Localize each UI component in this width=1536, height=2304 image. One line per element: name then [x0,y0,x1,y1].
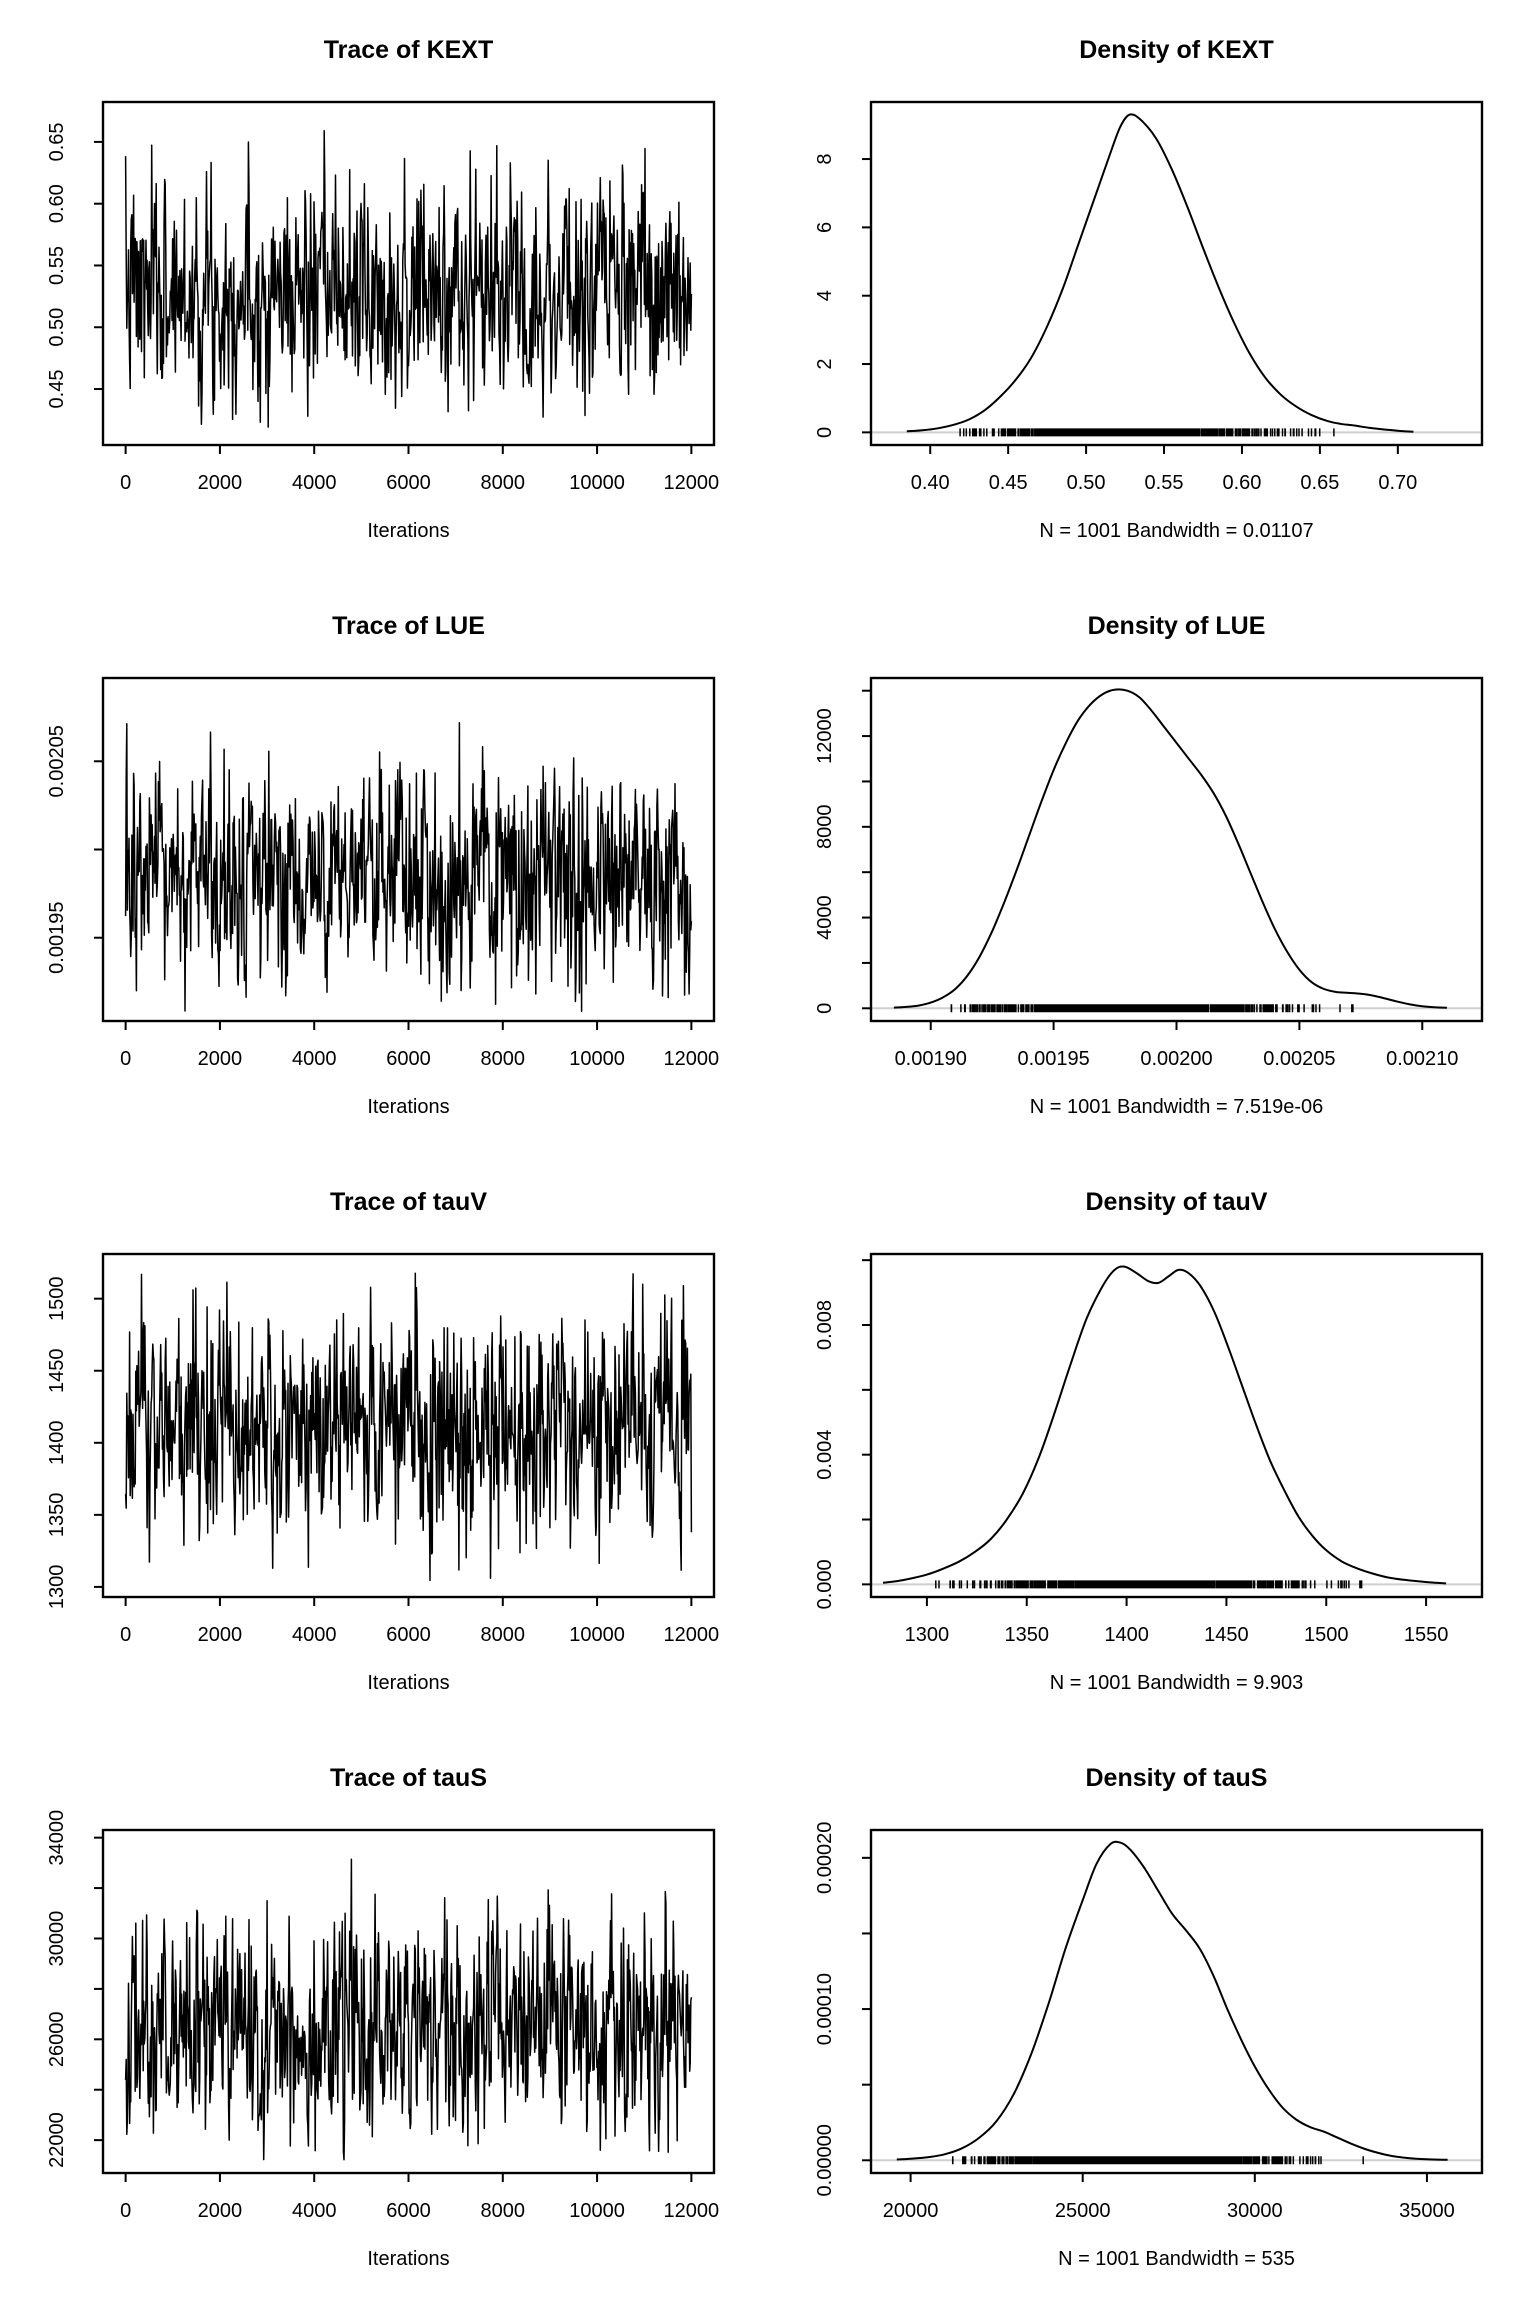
density-subtitle: N = 1001 Bandwidth = 7.519e-06 [1029,1096,1324,1118]
x-tick-label: 0 [120,1048,132,1070]
y-tick-label: 0.45 [46,369,68,409]
plot-title: Trace of tauV [330,1188,487,1216]
density-curve [894,689,1447,1007]
plot-title: Trace of tauS [330,1764,487,1792]
y-tick-label: 0.00205 [46,725,68,798]
y-tick-label: 4 [814,290,836,302]
x-tick-label: 2000 [197,1624,243,1646]
y-tick-label: 0.000 [814,1559,836,1610]
x-axis-label: Iterations [367,2248,450,2270]
x-tick-label: 12000 [663,472,720,494]
x-tick-label: 0.55 [1144,472,1184,494]
x-tick-label: 0.65 [1300,472,1340,494]
plot-title: Trace of KEXT [323,36,494,64]
y-tick-label: 0.55 [46,246,68,285]
x-tick-label: 0.00200 [1140,1048,1213,1070]
x-tick-label: 20000 [882,2200,939,2222]
y-tick-label: 4000 [814,895,836,940]
x-tick-label: 0.00195 [1017,1048,1090,1070]
y-tick-label: 0 [814,426,836,438]
x-axis-label: Iterations [367,1672,450,1694]
plot-title: Density of KEXT [1079,36,1274,64]
x-tick-label: 1300 [904,1624,950,1646]
y-tick-label: 26000 [46,2011,68,2068]
y-tick-label: 0.65 [46,122,68,162]
x-tick-label: 1350 [1004,1624,1049,1646]
x-tick-label: 30000 [1226,2200,1283,2222]
x-tick-label: 1550 [1403,1624,1449,1646]
y-tick-label: 0 [814,1002,836,1014]
x-tick-label: 2000 [197,1048,243,1070]
x-tick-label: 4000 [291,2200,337,2222]
x-tick-label: 8000 [480,1048,526,1070]
y-tick-label: 0.50 [46,307,68,347]
y-tick-label: 1300 [46,1564,68,1610]
x-tick-label: 10000 [569,472,625,494]
x-tick-label: 1500 [1304,1624,1349,1646]
x-tick-label: 0.40 [910,472,950,494]
plot-title: Trace of LUE [332,612,485,640]
y-tick-label: 0.00020 [814,1821,836,1894]
plot-title: Density of tauS [1085,1764,1268,1792]
y-tick-label: 1450 [46,1348,68,1393]
x-tick-label: 0.45 [988,472,1028,494]
x-tick-label: 25000 [1054,2200,1111,2222]
y-tick-label: 1500 [46,1276,68,1321]
x-tick-label: 10000 [569,2200,625,2222]
density-curve [897,1842,1448,2160]
density-curve [883,1266,1446,1583]
trace-line [126,1273,692,1580]
y-tick-label: 8000 [814,804,836,850]
x-tick-label: 0 [120,472,132,494]
trace-line [126,131,692,427]
x-tick-label: 4000 [291,472,337,494]
y-tick-label: 8 [814,153,836,165]
x-tick-label: 2000 [197,2200,243,2222]
y-tick-label: 0.004 [814,1429,836,1480]
plot-box [871,102,1482,445]
panel-density-KEXT [768,0,1536,576]
y-tick-label: 1350 [46,1492,68,1538]
x-tick-label: 4000 [291,1048,337,1070]
x-tick-label: 4000 [291,1624,337,1646]
x-tick-label: 8000 [480,2200,526,2222]
plot-box [871,1254,1482,1597]
x-tick-label: 0.00210 [1386,1048,1459,1070]
y-tick-label: 0.60 [46,184,68,224]
x-tick-label: 1400 [1104,1624,1149,1646]
panel-density-tauS [768,1728,1536,2304]
y-tick-label: 0.00010 [814,1972,836,2046]
y-tick-label: 0.008 [814,1299,836,1351]
x-tick-label: 2000 [197,472,243,494]
x-tick-label: 6000 [386,1624,431,1646]
y-tick-label: 34000 [46,1809,68,1866]
y-tick-label: 1400 [46,1420,68,1466]
rug-marks [951,1004,1353,1012]
y-tick-label: 30000 [46,1910,68,1967]
x-tick-label: 12000 [663,1624,720,1646]
y-tick-label: 0.00195 [46,901,68,974]
trace-line [126,1859,692,2160]
panel-trace-LUE [0,576,768,1152]
x-tick-label: 0.00190 [894,1048,967,1070]
x-tick-label: 10000 [569,1624,625,1646]
plot-box [871,678,1482,1021]
panel-density-tauV [768,1152,1536,1728]
x-tick-label: 0 [120,1624,132,1646]
x-tick-label: 10000 [569,1048,625,1070]
y-tick-label: 12000 [814,708,836,764]
x-tick-label: 6000 [386,2200,431,2222]
y-tick-label: 0.00000 [814,2124,836,2197]
plot-title: Density of tauV [1085,1188,1268,1216]
y-tick-label: 22000 [46,2112,68,2168]
rug-marks [936,1580,1362,1588]
trace-line [126,723,692,1011]
panel-trace-KEXT [0,0,768,576]
x-tick-label: 0.50 [1066,472,1106,494]
x-tick-label: 6000 [386,1048,431,1070]
x-axis-label: Iterations [367,520,450,542]
x-tick-label: 0 [120,2200,132,2222]
x-tick-label: 6000 [386,472,431,494]
x-tick-label: 0.00205 [1263,1048,1336,1070]
x-tick-label: 1450 [1204,1624,1249,1646]
x-tick-label: 12000 [663,1048,720,1070]
y-tick-label: 6 [814,221,836,233]
x-tick-label: 8000 [480,1624,526,1646]
rug-marks [960,428,1334,436]
panel-trace-tauS [0,1728,768,2304]
x-tick-label: 8000 [480,472,526,494]
density-subtitle: N = 1001 Bandwidth = 9.903 [1049,1672,1304,1694]
density-curve [907,114,1414,431]
x-axis-label: Iterations [367,1096,450,1118]
panel-density-LUE [768,576,1536,1152]
x-tick-label: 12000 [663,2200,720,2222]
density-subtitle: N = 1001 Bandwidth = 535 [1058,2248,1295,2270]
x-tick-label: 0.60 [1222,472,1262,494]
x-tick-label: 0.70 [1378,472,1418,494]
y-tick-label: 2 [814,358,836,370]
x-tick-label: 35000 [1399,2200,1455,2222]
panel-trace-tauV [0,1152,768,1728]
plot-title: Density of LUE [1087,612,1266,640]
plot-box [871,1830,1482,2173]
density-subtitle: N = 1001 Bandwidth = 0.01107 [1039,520,1314,542]
